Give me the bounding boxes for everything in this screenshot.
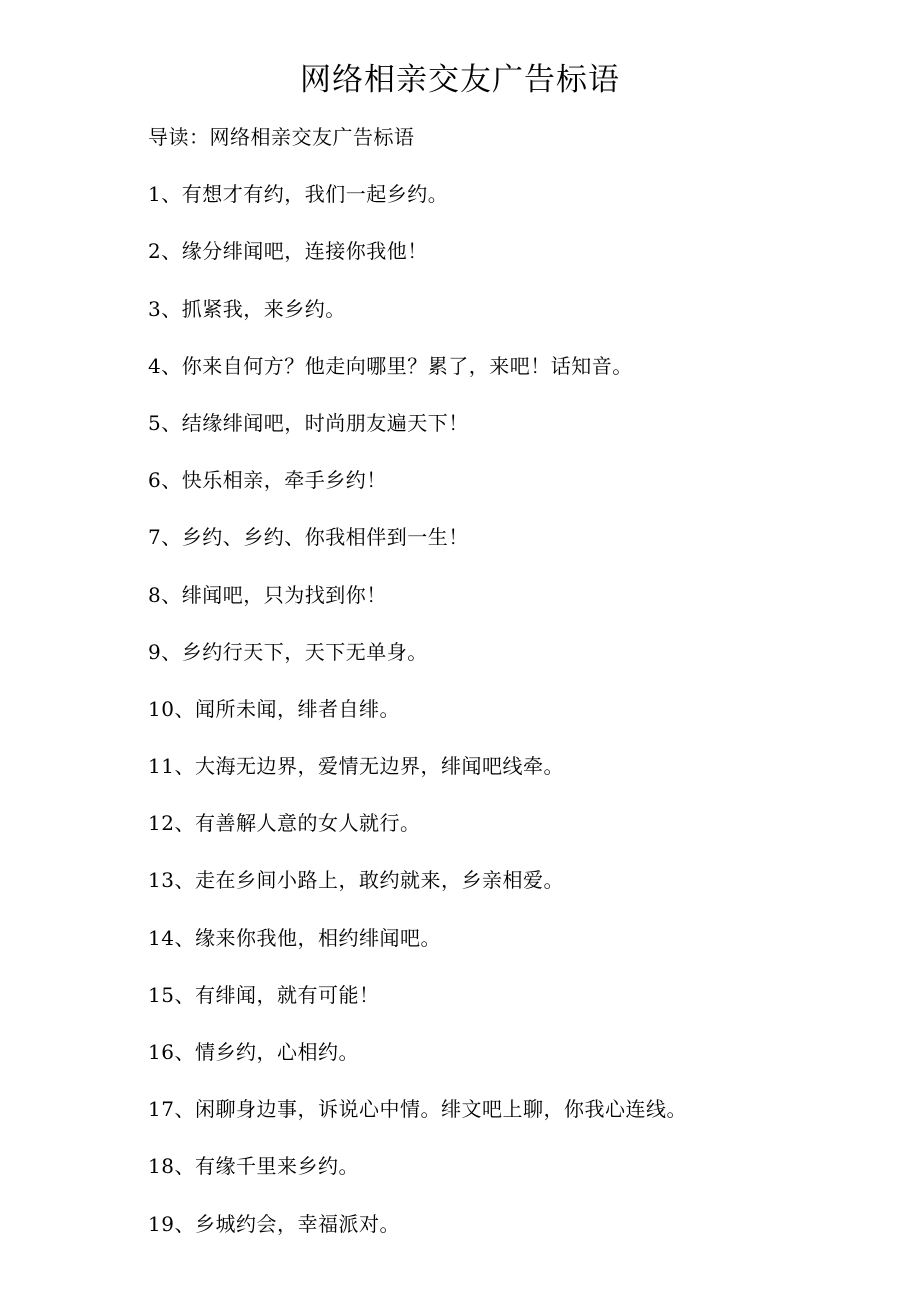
slogan-line: 9、乡约行天下，天下无单身。 bbox=[148, 639, 428, 664]
slogan-line: 8、绯闻吧，只为找到你！ bbox=[148, 582, 387, 607]
slogan-line: 14、缘来你我他，相约绯闻吧。 bbox=[148, 925, 441, 950]
slogan-line: 16、情乡约，心相约。 bbox=[148, 1040, 359, 1064]
slogan-line: 3、抓紧我，来乡约。 bbox=[148, 296, 346, 321]
slogan-line: 5、结缘绯闻吧，时尚朋友遍天下！ bbox=[148, 410, 469, 435]
slogan-line: 19、乡城约会，幸福派对。 bbox=[148, 1211, 400, 1236]
slogan-line: 7、乡约、乡约、你我相伴到一生！ bbox=[148, 525, 469, 550]
slogan-line: 11、大海无边界，爱情无边界，绯闻吧线牵。 bbox=[148, 754, 564, 779]
slogan-line: 17、闲聊身边事，诉说心中情。绯文吧上聊，你我心连线。 bbox=[148, 1097, 687, 1122]
intro-line: 导读：网络相亲交友广告标语 bbox=[148, 125, 415, 149]
slogan-line: 4、你来自何方？他走向哪里？累了，来吧！话知音。 bbox=[148, 353, 633, 378]
slogan-line: 6、快乐相亲，牵手乡约！ bbox=[148, 468, 387, 493]
document-body bbox=[148, 118, 888, 1262]
slogan-line: 1、有想才有约，我们一起乡约。 bbox=[148, 182, 449, 207]
slogan-line: 10、闻所未闻，绯者自绯。 bbox=[148, 696, 400, 721]
slogan-line: 2、缘分绯闻吧，连接你我他！ bbox=[148, 239, 428, 264]
document-title: 网络相亲交友广告标语 bbox=[300, 62, 620, 98]
slogan-line: 12、有善解人意的女人就行。 bbox=[148, 811, 421, 836]
slogan-line: 13、走在乡间小路上，敢约就来，乡亲相爱。 bbox=[148, 868, 564, 893]
slogan-line: 15、有绯闻，就有可能！ bbox=[148, 982, 380, 1007]
slogan-line: 18、有缘千里来乡约。 bbox=[148, 1154, 359, 1179]
